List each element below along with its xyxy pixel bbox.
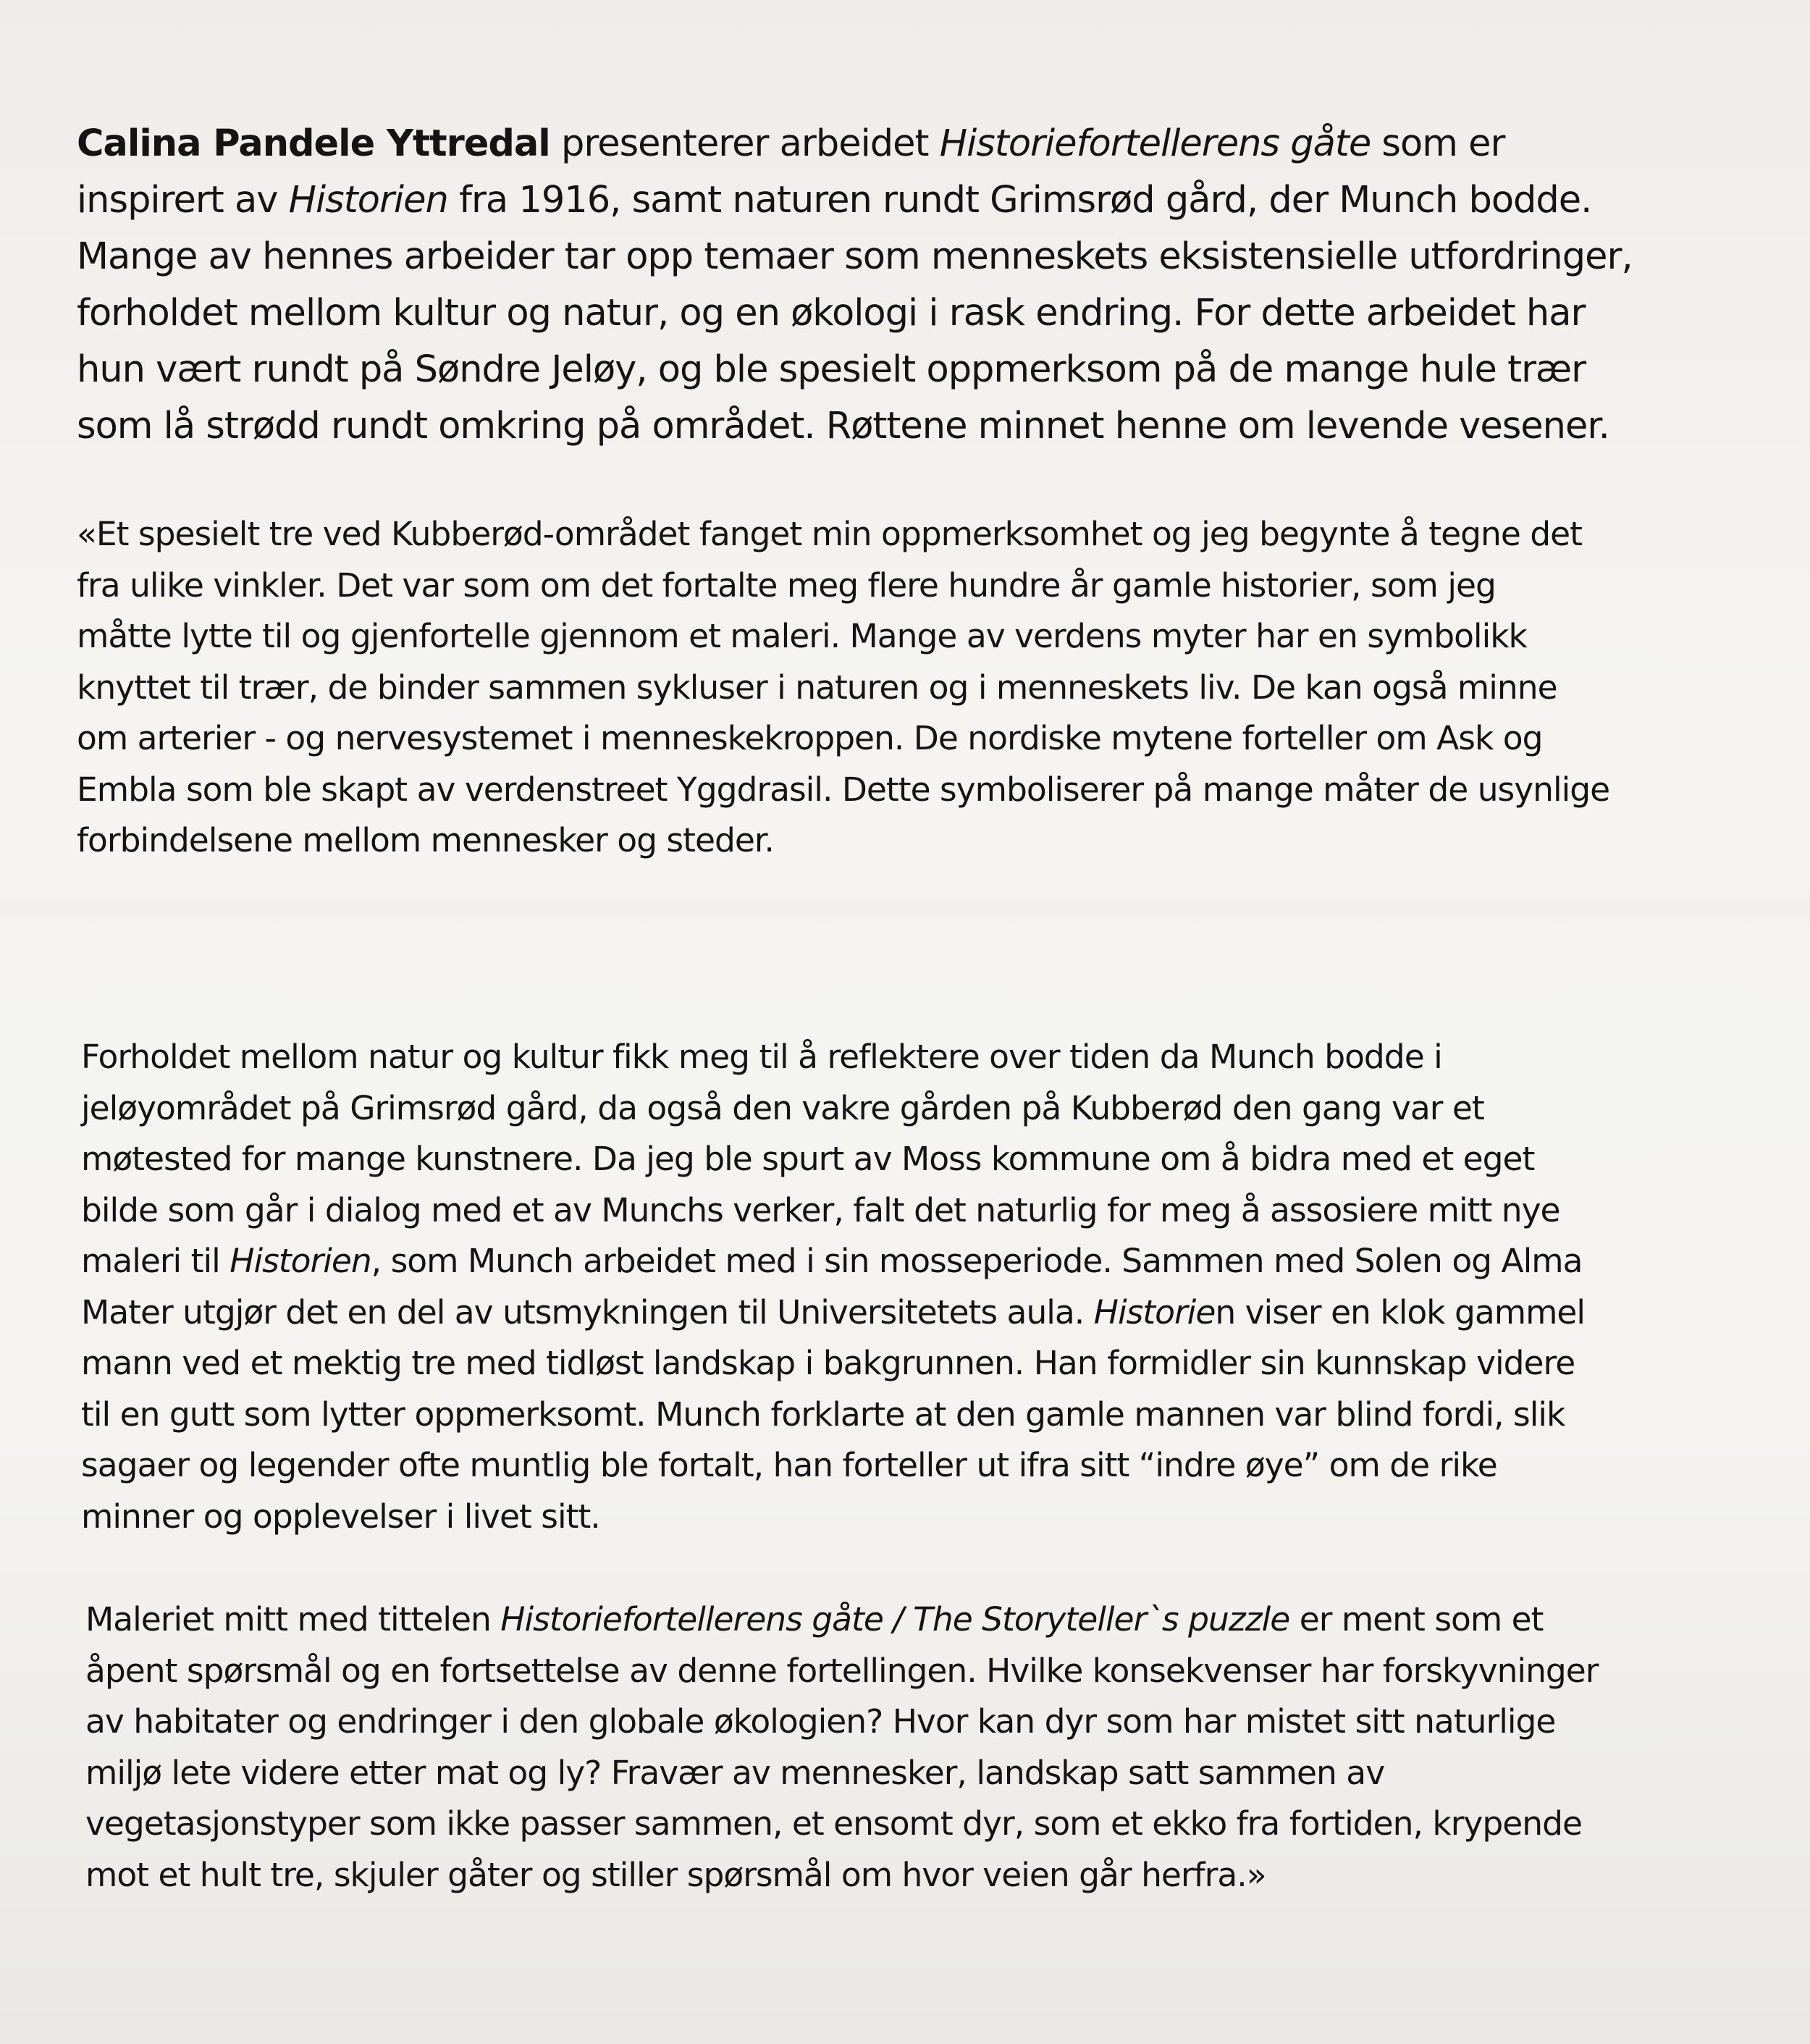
text-line: møtested for mange kunstnere. Da jeg ble spurt av Moss kommune om å bidra med et eget bbox=[81, 1140, 1535, 1178]
text-line: forholdet mellom kultur og natur, og en økologi i rask endring. For dette arbeidet har bbox=[77, 292, 1586, 335]
text-line: mann ved et mektig tre med tidløst landskap i bakgrunnen. Han formidler sin kunnskap videre bbox=[81, 1344, 1575, 1382]
text-line: minner og opplevelser i livet sitt. bbox=[81, 1497, 600, 1536]
text-run: fra 1916, samt naturen rundt Grimsrød gård, der Munch bodde. bbox=[447, 179, 1592, 222]
text-line: «Et spesielt tre ved Kubberød-området fanget min oppmerksomhet og jeg begynte å tegne det bbox=[77, 515, 1583, 553]
text-line: vegetasjonstyper som ikke passer sammen, et ensomt dyr, som et ekko fra fortiden, krypende bbox=[85, 1804, 1582, 1843]
text-line: av habitater og endringer i den globale økologien? Hvor kan dyr som har mistet sitt naturlige bbox=[85, 1702, 1556, 1741]
text-line: måtte lytte til og gjenfortelle gjennom et maleri. Mange av verdens myter har en symbolikk bbox=[77, 617, 1527, 655]
text-run: inspirert av bbox=[77, 179, 289, 222]
text-run: er ment som et bbox=[1289, 1600, 1544, 1639]
text-line: forbindelsene mellom mennesker og steder. bbox=[77, 821, 774, 859]
text-run: som er bbox=[1371, 122, 1505, 165]
text-line: til en gutt som lytter oppmerksomt. Munch forklarte at den gamle mannen var blind fordi, slik bbox=[81, 1395, 1565, 1434]
text-line bbox=[81, 1287, 1768, 1339]
text-run: , som Munch arbeidet med i sin mosseperiode. Sammen med Solen og Alma bbox=[371, 1242, 1583, 1280]
text-line: jeløyområdet på Grimsrød gård, da også den vakre gården på Kubberød den gang var et bbox=[81, 1088, 1484, 1127]
text-line: åpent spørsmål og en fortsettelse av denne fortellingen. Hvilke konsekvenser har forskyvninger bbox=[85, 1651, 1599, 1690]
intro-paragraph bbox=[77, 116, 1764, 455]
munch-work-title: Historie bbox=[1093, 1292, 1216, 1332]
text-line: Mange av hennes arbeider tar opp temaer som menneskets eksistensielle utfordringer, bbox=[77, 235, 1633, 278]
quote-paragraph-3 bbox=[85, 1594, 1772, 1901]
text-run: presenterer arbeidet bbox=[550, 122, 940, 165]
text-line: bilde som går i dialog med et av Munchs verker, falt det naturlig for meg å assosiere mitt nye bbox=[81, 1190, 1560, 1229]
paper-fold bbox=[0, 887, 1810, 930]
text-line: Embla som ble skapt av verdenstreet Yggdrasil. Dette symboliserer på mange måter de usynlige bbox=[77, 770, 1610, 809]
artwork-title: Historiefortellerens gåte / The Storyteller`s puzzle bbox=[500, 1600, 1290, 1639]
text-run: n viser en klok gammel bbox=[1215, 1292, 1586, 1332]
text-line bbox=[77, 172, 1764, 229]
artwork-title: Historiefortellerens gåte bbox=[939, 122, 1371, 165]
text-line: mot et hult tre, skjuler gåter og stiller spørsmål om hvor veien går herfra.» bbox=[85, 1855, 1266, 1894]
text-line: om arterier - og nervesystemet i menneskekroppen. De nordiske mytene forteller om Ask og bbox=[77, 719, 1543, 757]
text-line bbox=[81, 1236, 1768, 1287]
text-line bbox=[77, 116, 1764, 172]
artist-name: Calina Pandele Yttredal bbox=[77, 122, 550, 165]
text-run: Maleriet mitt med tittelen bbox=[85, 1600, 501, 1639]
text-line bbox=[85, 1594, 1772, 1646]
text-line: sagaer og legender ofte muntlig ble fortalt, han forteller ut ifra sitt “indre øye” om de rike bbox=[81, 1446, 1497, 1484]
text-line: som lå strødd rundt omkring på området. Røttene minnet henne om levende vesener. bbox=[77, 405, 1609, 447]
text-line: fra ulike vinkler. Det var som om det fortalte meg flere hundre år gamle historier, som jeg bbox=[77, 565, 1496, 605]
quote-paragraph-1 bbox=[77, 509, 1764, 867]
text-line: knyttet til trær, de binder sammen sykluser i naturen og i menneskets liv. De kan også minne bbox=[77, 668, 1557, 707]
munch-work-title: Historien bbox=[230, 1242, 371, 1280]
munch-work-title: Historien bbox=[288, 179, 448, 222]
text-run: Mater utgjør det en del av utsmykningen til Universitetets aula. bbox=[81, 1292, 1094, 1332]
text-line: hun vært rundt på Søndre Jeløy, og ble spesielt oppmerksom på de mange hule trær bbox=[77, 348, 1586, 391]
quote-paragraph-2 bbox=[81, 1032, 1768, 1542]
text-run: maleri til bbox=[81, 1242, 230, 1280]
text-line: Forholdet mellom natur og kultur fikk meg til å reflektere over tiden da Munch bodde i bbox=[81, 1038, 1442, 1076]
text-line: miljø lete videre etter mat og ly? Fravær av mennesker, landskap satt sammen av bbox=[85, 1753, 1385, 1792]
